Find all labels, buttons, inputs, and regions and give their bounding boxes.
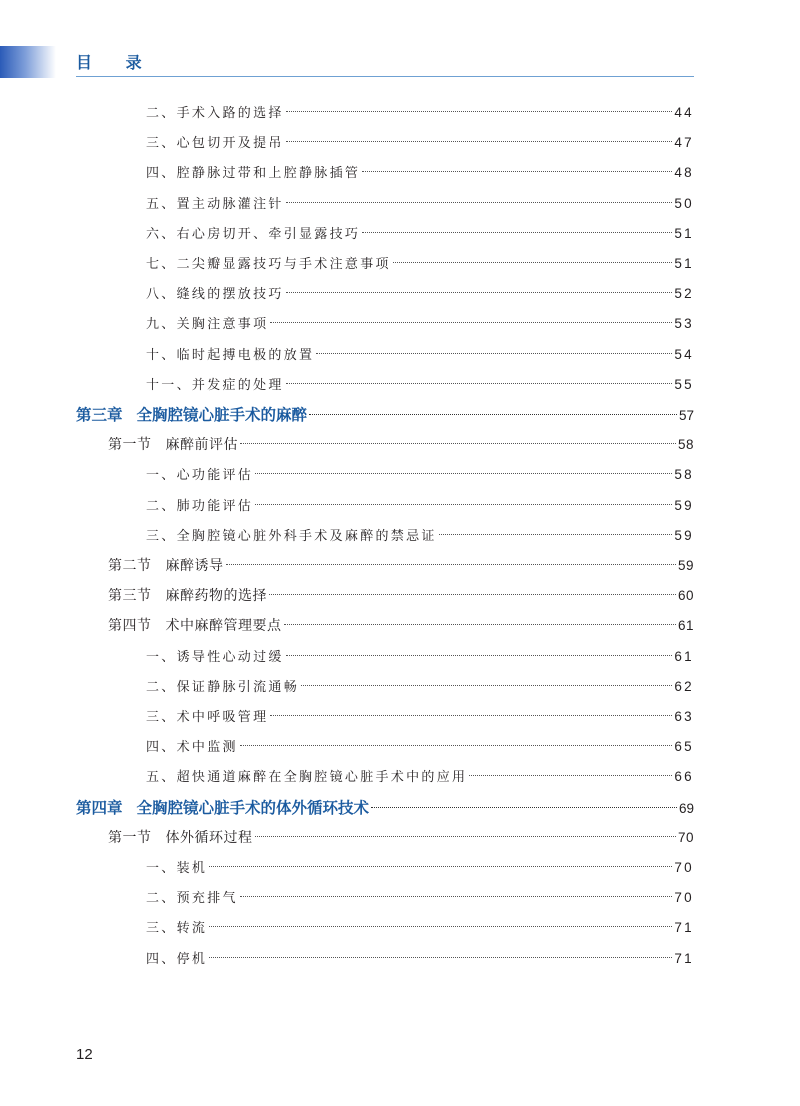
toc-entry-page: 50 bbox=[674, 195, 694, 211]
toc-entry-title: 二、预充排气 bbox=[146, 891, 238, 907]
toc-entry-title: 四、术中监测 bbox=[146, 740, 238, 756]
toc-entry-label bbox=[108, 584, 267, 608]
toc-entry-label bbox=[146, 736, 238, 760]
toc-entry-page: 70 bbox=[674, 860, 694, 875]
toc-entry-label bbox=[108, 433, 238, 457]
toc-entry-page: 70 bbox=[674, 890, 694, 906]
toc-entry-number: 第二节 bbox=[108, 558, 152, 574]
dot-leader bbox=[316, 353, 672, 354]
toc-entry-title: 术中麻醉管理要点 bbox=[165, 618, 282, 635]
dot-leader bbox=[240, 896, 673, 897]
toc-chapter[interactable] bbox=[76, 403, 694, 427]
toc-entry-title: 全胸腔镜心脏手术的麻醉 bbox=[136, 406, 308, 424]
toc-entry-title: 七、二尖瓣显露技巧与手术注意事项 bbox=[146, 257, 391, 272]
toc-entry-page: 59 bbox=[674, 527, 694, 543]
toc-entry-label bbox=[108, 554, 224, 578]
toc-item[interactable] bbox=[146, 856, 694, 880]
dot-leader bbox=[286, 383, 673, 384]
toc-entry-title: 九、关胸注意事项 bbox=[146, 317, 269, 333]
toc-entry-page: 65 bbox=[674, 739, 694, 755]
toc-entry-label bbox=[146, 283, 284, 307]
dot-leader bbox=[286, 111, 673, 112]
toc-entry-number: 第四章 bbox=[76, 798, 123, 817]
dot-leader bbox=[269, 594, 676, 595]
toc-item[interactable] bbox=[146, 705, 694, 729]
toc-entry-title: 麻醉诱导 bbox=[165, 558, 224, 574]
toc-entry-title: 二、手术入路的选择 bbox=[146, 106, 284, 121]
toc-entry-label bbox=[146, 102, 284, 126]
toc-entry-label bbox=[146, 646, 284, 670]
toc-entry-page: 51 bbox=[674, 225, 694, 241]
toc-entry-label bbox=[146, 464, 253, 488]
toc-entry-title: 一、诱导性心动过缓 bbox=[146, 649, 284, 665]
toc-section[interactable] bbox=[108, 826, 694, 850]
toc-item[interactable] bbox=[146, 252, 694, 276]
toc-entry-title: 三、心包切开及提吊 bbox=[146, 136, 284, 152]
dot-leader bbox=[362, 171, 672, 172]
toc-entry-number: 第三节 bbox=[108, 588, 152, 605]
toc-entry-page: 63 bbox=[674, 709, 694, 724]
toc-entry-title: 五、超快通道麻醉在全胸腔镜心脏手术中的应用 bbox=[146, 770, 468, 786]
toc-entry-page: 71 bbox=[674, 920, 694, 936]
dot-leader bbox=[255, 473, 672, 474]
toc-entry-page: 44 bbox=[674, 105, 694, 120]
dot-leader bbox=[439, 534, 673, 535]
toc-entry-label bbox=[146, 313, 268, 337]
toc-entry-label bbox=[146, 917, 207, 941]
toc-item[interactable] bbox=[146, 131, 694, 155]
toc-entry-label bbox=[146, 374, 284, 398]
toc-entry-label bbox=[146, 253, 391, 277]
toc-item[interactable] bbox=[146, 343, 694, 367]
toc-entry-page: 62 bbox=[674, 678, 694, 694]
toc-entry-page: 53 bbox=[674, 316, 694, 332]
toc-entry-page: 69 bbox=[678, 800, 694, 816]
toc-item[interactable] bbox=[146, 192, 694, 216]
toc-item[interactable] bbox=[146, 947, 694, 971]
dot-leader bbox=[469, 775, 672, 776]
dot-leader bbox=[284, 624, 676, 625]
dot-leader bbox=[301, 685, 672, 686]
toc-item[interactable] bbox=[146, 886, 694, 910]
toc-section[interactable] bbox=[108, 614, 694, 638]
toc-item[interactable] bbox=[146, 373, 694, 397]
toc-chapter[interactable] bbox=[76, 796, 694, 820]
toc-entry-label bbox=[146, 193, 284, 217]
toc-item[interactable] bbox=[146, 282, 694, 306]
toc-item[interactable] bbox=[146, 524, 694, 548]
dot-leader bbox=[371, 807, 677, 808]
toc-entry-page: 71 bbox=[674, 950, 694, 966]
toc-entry-number: 第一节 bbox=[108, 829, 152, 846]
toc-entry-label bbox=[146, 223, 360, 247]
toc-item[interactable] bbox=[146, 765, 694, 789]
toc-entry-label bbox=[108, 614, 282, 638]
toc-entry-page: 48 bbox=[674, 165, 694, 181]
toc-entry-page: 58 bbox=[677, 437, 694, 453]
dot-leader bbox=[240, 745, 673, 746]
toc-entry-title: 一、心功能评估 bbox=[146, 468, 254, 484]
toc-entry-title: 六、右心房切开、牵引显露技巧 bbox=[146, 226, 361, 242]
toc-entry-title: 二、保证静脉引流通畅 bbox=[146, 679, 300, 695]
toc-entry-page: 51 bbox=[674, 256, 694, 271]
toc-entry-title: 三、全胸腔镜心脏外科手术及麻醉的禁忌证 bbox=[146, 528, 437, 544]
dot-leader bbox=[209, 926, 672, 927]
dot-leader bbox=[226, 564, 676, 565]
toc-item[interactable] bbox=[146, 222, 694, 246]
dot-leader bbox=[209, 866, 672, 867]
toc-entry-label bbox=[146, 766, 467, 790]
toc-entry-title: 三、术中呼吸管理 bbox=[146, 710, 269, 725]
toc-entry-label bbox=[146, 525, 437, 549]
toc-entry-title: 四、停机 bbox=[146, 951, 208, 967]
toc-entry-title: 十一、并发症的处理 bbox=[146, 377, 284, 393]
toc-entry-label bbox=[146, 132, 284, 156]
toc-item[interactable] bbox=[146, 161, 694, 185]
toc-entry-page: 52 bbox=[674, 286, 694, 302]
toc-entry-label bbox=[146, 676, 299, 700]
dot-leader bbox=[255, 836, 676, 837]
toc-entry-page: 66 bbox=[674, 769, 694, 785]
toc-entry-page: 47 bbox=[674, 135, 694, 151]
toc-section[interactable] bbox=[108, 584, 694, 608]
toc-entry-title: 十、临时起搏电极的放置 bbox=[146, 347, 315, 363]
toc-entry-page: 57 bbox=[678, 408, 694, 423]
toc-item[interactable] bbox=[146, 735, 694, 759]
toc-item[interactable] bbox=[146, 916, 694, 940]
toc-entry-number: 第四节 bbox=[108, 618, 152, 635]
toc-entry-label bbox=[76, 403, 307, 427]
toc-entry-title: 一、装机 bbox=[146, 861, 208, 876]
toc-entry-title: 三、转流 bbox=[146, 921, 208, 937]
dot-leader bbox=[286, 292, 673, 293]
toc-item[interactable] bbox=[146, 645, 694, 669]
dot-leader bbox=[270, 322, 672, 323]
toc-item[interactable] bbox=[146, 675, 694, 699]
toc-entry-label bbox=[146, 857, 207, 881]
toc-entry-title: 四、腔静脉过带和上腔静脉插管 bbox=[146, 166, 361, 182]
toc-item[interactable] bbox=[146, 494, 694, 518]
toc-entry-label bbox=[146, 344, 314, 368]
toc-entry-page: 54 bbox=[674, 346, 694, 362]
toc-entry-title: 麻醉前评估 bbox=[165, 437, 238, 454]
toc-entry-title: 二、肺功能评估 bbox=[146, 498, 254, 514]
toc-entry-label bbox=[76, 796, 369, 820]
toc-entry-page: 55 bbox=[674, 376, 694, 392]
toc-section[interactable] bbox=[108, 433, 694, 457]
toc-entry-title: 全胸腔镜心脏手术的体外循环技术 bbox=[136, 798, 370, 817]
toc-entry-label bbox=[146, 495, 253, 519]
toc-entry-page: 60 bbox=[677, 588, 694, 604]
dot-leader bbox=[286, 141, 673, 142]
toc-entry-page: 59 bbox=[677, 558, 694, 573]
toc-item[interactable] bbox=[146, 312, 694, 336]
toc-item[interactable] bbox=[146, 463, 694, 487]
dot-leader bbox=[286, 655, 673, 656]
toc-item[interactable] bbox=[146, 101, 694, 125]
toc-entry-label bbox=[146, 162, 360, 186]
dot-leader bbox=[362, 232, 672, 233]
toc-entry-label bbox=[146, 706, 268, 730]
toc-entry-page: 61 bbox=[677, 618, 694, 634]
toc-section[interactable] bbox=[108, 554, 694, 578]
toc-entry-page: 70 bbox=[677, 829, 694, 845]
dot-leader bbox=[286, 202, 673, 203]
dot-leader bbox=[309, 414, 677, 415]
dot-leader bbox=[255, 504, 672, 505]
toc-entry-page: 61 bbox=[674, 648, 694, 664]
toc-entry-page: 59 bbox=[674, 497, 694, 513]
toc-entry-label bbox=[146, 948, 207, 972]
toc-entry-label bbox=[146, 887, 238, 911]
toc-entry-title: 五、置主动脉灌注针 bbox=[146, 196, 284, 212]
dot-leader bbox=[209, 957, 672, 958]
dot-leader bbox=[270, 715, 672, 716]
toc-entry-number: 第一节 bbox=[108, 437, 152, 454]
toc-entry-page: 58 bbox=[674, 467, 694, 483]
toc-entry-label bbox=[108, 826, 253, 850]
toc-entry-title: 八、缝线的摆放技巧 bbox=[146, 287, 284, 303]
toc-entry-number: 第三章 bbox=[76, 406, 123, 424]
toc-entry-title: 麻醉药物的选择 bbox=[165, 588, 267, 605]
page-number: 12 bbox=[76, 1046, 93, 1063]
dot-leader bbox=[240, 443, 676, 444]
dot-leader bbox=[393, 262, 673, 263]
page-title: 目 录 bbox=[76, 53, 156, 72]
toc-entry-title: 体外循环过程 bbox=[165, 829, 253, 846]
